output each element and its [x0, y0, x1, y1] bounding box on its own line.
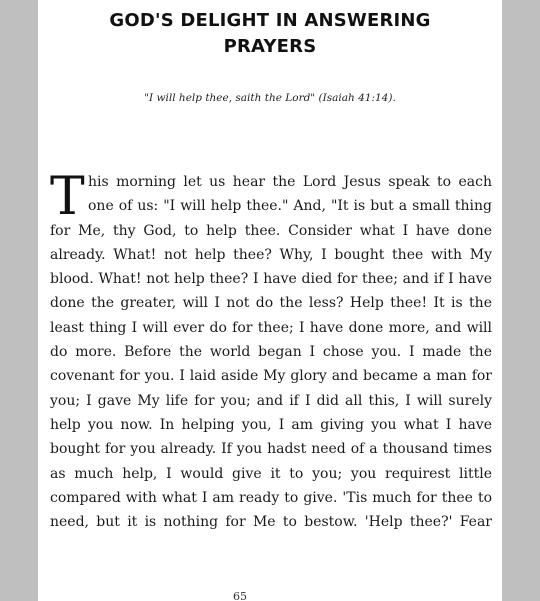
body-line: covenant for you. I laid aside My glory and became a man for: [50, 368, 492, 385]
body-line: compared with what I am ready to give. 'Tis much for thee to: [50, 489, 492, 506]
body-line: his morning let us hear the Lord Jesus speak to each: [88, 174, 492, 190]
body-text: [50, 167, 492, 534]
body-line: for Me, thy God, to help thee. Consider what I have done: [50, 222, 492, 239]
body-line: one of us: "I will help thee." And, "It is but a small thing: [88, 198, 492, 215]
book-page: [38, 0, 502, 601]
body-line: as much help, I would give it to you; you requirest little: [50, 465, 492, 482]
body-line: do more. Before the world began I chose you. I made the: [50, 344, 492, 361]
drop-cap: T: [50, 167, 85, 227]
body-line: least thing I will ever do for thee; I have done more, and will: [50, 319, 492, 336]
chapter-title: [38, 8, 502, 60]
chapter-title-line-2: PRAYERS: [223, 36, 317, 57]
body-line: done the greater, will I not do the less? Help thee! It is the: [50, 295, 492, 312]
page-number: 65: [233, 590, 247, 601]
body-line: bought for you already. If you hadst need of a thousand times: [50, 441, 492, 458]
chapter-title-line-1: GOD'S DELIGHT IN ANSWERING: [109, 10, 431, 31]
body-line: help you now. In helping you, I am giving you what I have: [50, 416, 492, 433]
body-line: blood. What! not help thee? I have died for thee; and if I have: [50, 271, 492, 288]
epigraph: "I will help thee, saith the Lord" (Isaiah 41:14).: [144, 92, 396, 104]
body-line: need, but it is nothing for Me to bestow. 'Help thee?' Fear: [50, 514, 492, 531]
body-line: you; I gave My life for you; and if I did all this, I will surely: [50, 392, 492, 409]
body-line: already. What! not help thee? Why, I bought thee with My: [50, 246, 492, 263]
